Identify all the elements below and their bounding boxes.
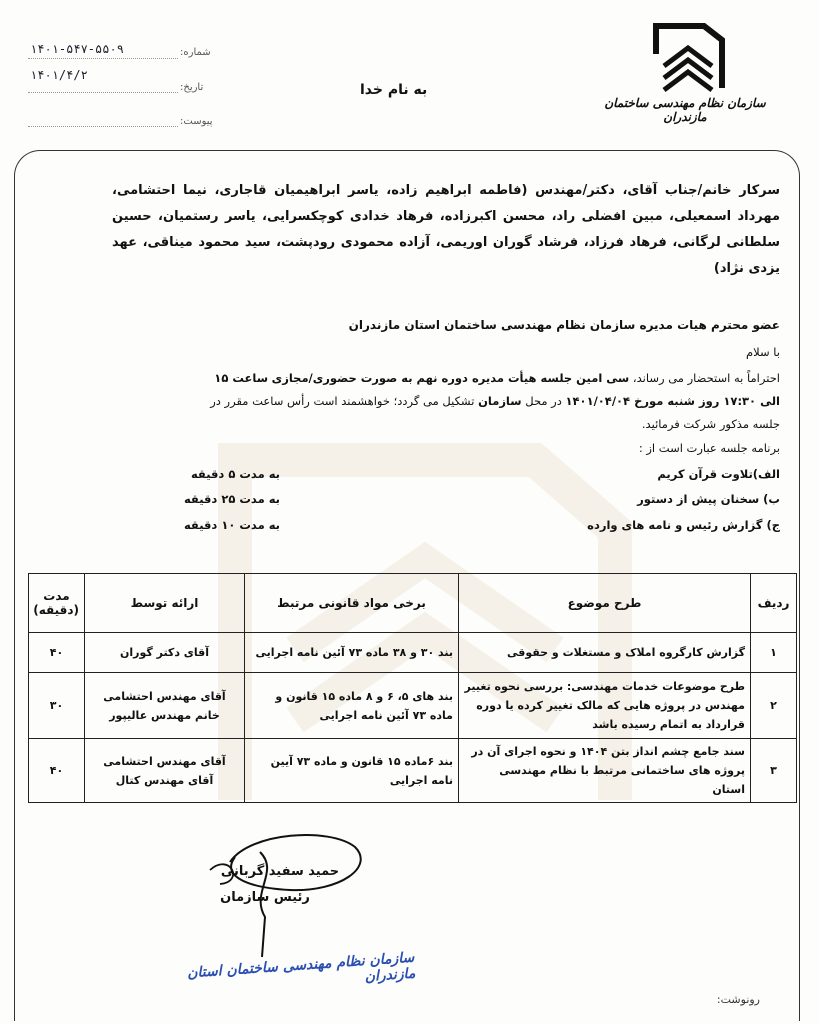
row-presenter: آقای مهندس احتشامی خانم مهندس عالیپور bbox=[85, 673, 245, 739]
agenda-item-1: الف)تلاوت قرآن کریم bbox=[657, 467, 780, 481]
greeting: با سلام bbox=[746, 345, 780, 359]
table-row bbox=[29, 633, 797, 673]
signatory-title: رئیس سازمان bbox=[220, 890, 310, 905]
body-line-3: جلسه مذکور شرکت فرمائید. bbox=[641, 417, 780, 431]
signatory-name: حمید سفید گربانی bbox=[220, 864, 340, 879]
org-logo-icon bbox=[650, 18, 728, 92]
body-line-2 bbox=[110, 391, 780, 412]
row-laws: بند ۳۰ و ۳۸ ماده ۷۳ آئین نامه اجرایی bbox=[245, 633, 459, 673]
letter-number: ۱۴۰۱-۵۴۷-۵۵۰۹ bbox=[30, 42, 124, 56]
attachment-dotline bbox=[28, 126, 178, 127]
meeting-place: سازمان bbox=[478, 394, 522, 408]
table-header-row bbox=[29, 574, 797, 633]
row-duration: ۳۰ bbox=[29, 673, 85, 739]
row-topic: گزارش کارگروه املاک و مستغلات و حقوقی bbox=[459, 633, 751, 673]
agenda-duration-3: به مدت ۱۰ دقیقه bbox=[183, 518, 280, 532]
addressee-list: سرکار خانم/جناب آقای، دکتر/مهندس (فاطمه ابراهیم زاده، یاسر ابراهیمیان قاجاری، نیما احتشامی، مهرداد اسمعیلی، مبین افضلی راد، محسن اکبرزاده، فرهاد خدادی کوچکسرایی، یاسر رستمیان، حسین سلطانی لرگانی، فرهاد فرزاد، فرشاد گوران اوریمی، آزاده محمودی رودپشت، سید محمود میناقی، عهد یزدی نژاد) bbox=[112, 183, 780, 276]
row-topic: سند جامع چشم انداز بتن ۱۴۰۴ و نحوه اجرای آن در پروژه های ساختمانی مرتبط با نظام مهندسی استان bbox=[459, 739, 751, 803]
row-duration: ۴۰ bbox=[29, 633, 85, 673]
row-number: ۲ bbox=[751, 673, 797, 739]
header-duration: مدت (دقیقه) bbox=[29, 574, 85, 633]
table-row bbox=[29, 673, 797, 739]
number-label: شماره: bbox=[180, 47, 211, 58]
letter-date: ۱۴۰۱/۴/۲ bbox=[30, 68, 88, 82]
meeting-time: ساعت ۱۵ bbox=[214, 371, 269, 385]
body-text: تشکیل می گردد؛ خواهشمند است رأس ساعت مقرر در bbox=[210, 394, 475, 408]
row-presenter: آقای مهندس احتشامی آقای مهندس کتال bbox=[85, 739, 245, 803]
recipient-title: عضو محترم هیات مدیره سازمان نظام مهندسی ساختمان استان مازندران bbox=[348, 318, 780, 332]
date-label: تاریخ: bbox=[180, 82, 204, 93]
body-line-1 bbox=[110, 368, 780, 389]
body-text: احتراماً به استحضار می رساند، bbox=[632, 371, 780, 385]
agenda-table bbox=[28, 573, 797, 803]
row-laws: بند های ۵، ۶ و ۸ ماده ۱۵ قانون و ماده ۷۳ آئین نامه اجرایی bbox=[245, 673, 459, 739]
row-topic: طرح موضوعات خدمات مهندسی: بررسی نحوه تغییر مهندس در پروژه هایی که مالک تغییر کرده یا دوره قرارداد به اتمام رسیده باشد bbox=[459, 673, 751, 739]
agenda-duration-1: به مدت ۵ دقیقه bbox=[190, 467, 280, 481]
header-row-number: ردیف bbox=[751, 574, 797, 633]
header-presenter: ارائه توسط bbox=[85, 574, 245, 633]
row-presenter: آقای دکتر گوران bbox=[85, 633, 245, 673]
agenda-duration-2: به مدت ۲۵ دقیقه bbox=[183, 492, 280, 506]
body-text: در محل bbox=[525, 394, 562, 408]
agenda-item-2: ب) سخنان پیش از دستور bbox=[637, 492, 780, 506]
org-stamp: سازمان نظام مهندسی ساختمان استان مازندران bbox=[186, 949, 416, 986]
row-laws: بند ۶ماده ۱۵ قانون و ماده ۷۳ آیین نامه اجرایی bbox=[245, 739, 459, 803]
cc-label: رونوشت: bbox=[716, 993, 760, 1006]
row-number: ۱ bbox=[751, 633, 797, 673]
meeting-type: سی امین جلسه هیأت مدیره دوره نهم به صورت حضوری/مجازی bbox=[271, 371, 630, 385]
agenda-intro: برنامه جلسه عبارت است از : bbox=[638, 441, 780, 455]
row-number: ۳ bbox=[751, 739, 797, 803]
number-dotline bbox=[28, 58, 178, 59]
row-duration: ۴۰ bbox=[29, 739, 85, 803]
header-laws: برخی مواد قانونی مرتبط bbox=[245, 574, 459, 633]
date-dotline bbox=[28, 92, 178, 93]
table-row bbox=[29, 739, 797, 803]
agenda-item-3: ج) گزارش رئیس و نامه های وارده bbox=[587, 518, 780, 532]
basmala: به نام خدا bbox=[360, 82, 428, 98]
org-logo-text: سازمان نظام مهندسی ساختمان مازندران bbox=[604, 96, 766, 124]
attachment-label: پیوست: bbox=[180, 116, 213, 127]
header-topic: طرح موضوع bbox=[459, 574, 751, 633]
meeting-date: الی ۱۷:۳۰ روز شنبه مورخ ۱۴۰۱/۰۴/۰۴ bbox=[565, 394, 780, 408]
